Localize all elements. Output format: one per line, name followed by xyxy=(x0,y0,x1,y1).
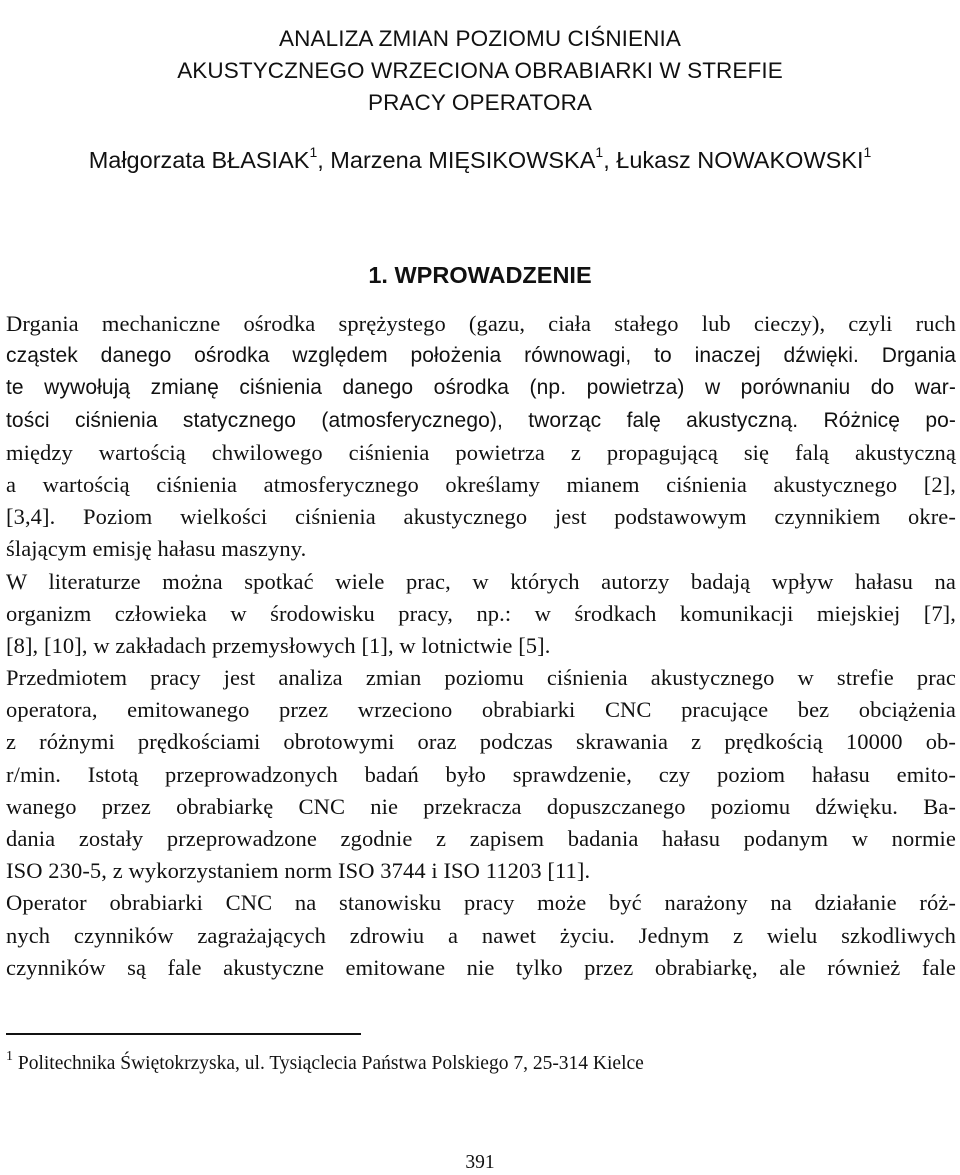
title-line: ANALIZA ZMIAN POZIOMU CIŚNIENIA xyxy=(279,26,681,52)
text-line: ślającym emisję hałasu maszyny. xyxy=(6,536,307,562)
text-line: organizm człowieka w środowisku pracy, np.: w środkach komunikacji miejskiej [7], xyxy=(6,600,956,626)
affiliation-marker: 1 xyxy=(863,144,872,161)
footnote-marker: 1 xyxy=(6,1048,13,1064)
author-name: Marzena MIĘSIKOWSKA xyxy=(330,147,596,173)
text-line: cząstek danego ośrodka względem położenia równowagi, to inaczej dźwięki. Drgania xyxy=(6,344,956,368)
text-line: dania zostały przeprowadzone zgodnie z zapisem badania hałasu podanym w normie xyxy=(6,826,956,851)
paragraph-introduction xyxy=(6,308,956,566)
title-line: PRACY OPERATORA xyxy=(367,90,593,116)
section-heading: 1. WPROWADZENIE xyxy=(368,261,592,288)
paragraph-objective xyxy=(6,662,956,887)
text-line: Operator obrabiarki CNC na stanowisku pracy może być narażony na działanie róż- xyxy=(6,890,956,916)
author-name: Łukasz NOWAKOWSKI xyxy=(616,147,864,173)
text-line: W literaturze można spotkać wiele prac, w których autorzy badają wpływ hałasu na xyxy=(6,568,956,594)
author-separator: , xyxy=(603,147,617,173)
text-line: tości ciśnienia statycznego (atmosferycznego), tworząc falę akustyczną. Różnicę po- xyxy=(6,408,956,432)
text-line: [3,4]. Poziom wielkości ciśnienia akustycznego jest podstawowym czynnikiem okre- xyxy=(6,504,956,530)
page-number: 391 xyxy=(465,1152,495,1173)
author-list xyxy=(0,145,960,175)
text-line: operatora, emitowanego przez wrzeciono obrabiarki CNC pracujące bez obciążenia xyxy=(6,697,956,723)
text-line: wanego przez obrabiarkę CNC nie przekracza dopuszczanego poziomu dźwięku. Ba- xyxy=(6,793,956,819)
text-line: te wywołują zmianę ciśnienia danego ośrodka (np. powietrza) w porównaniu do war- xyxy=(6,376,956,400)
footnote-text: Politechnika Świętokrzyska, ul. Tysiąclecia Państwa Polskiego 7, 25-314 Kielce xyxy=(13,1053,644,1074)
paragraph-operator xyxy=(6,887,956,984)
footnote-divider xyxy=(6,1033,361,1035)
text-line: czynników są fale akustyczne emitowane nie tylko przez obrabiarkę, ale również fale xyxy=(6,954,956,980)
affiliation-marker: 1 xyxy=(595,144,604,161)
footnote xyxy=(6,1050,644,1078)
text-line: Drgania mechaniczne ośrodka sprężystego (gazu, ciała stałego lub cieczy), czyli ruch xyxy=(6,311,956,336)
author-name: Małgorzata BŁASIAK xyxy=(88,147,310,173)
body-text xyxy=(6,308,956,984)
text-line: między wartością chwilowego ciśnienia powietrza z propagującą się falą akustyczną xyxy=(6,439,956,465)
paper-title xyxy=(70,23,890,120)
text-line: Przedmiotem pracy jest analiza zmian poziomu ciśnienia akustycznego w strefie prac xyxy=(6,665,956,691)
text-line: r/min. Istotą przeprowadzonych badań było sprawdzenie, czy poziom hałasu emito- xyxy=(6,761,956,787)
paragraph-literature xyxy=(6,566,956,663)
text-line: z różnymi prędkościami obrotowymi oraz podczas skrawania z prędkością 10000 ob- xyxy=(6,729,956,755)
text-line: ISO 230-5, z wykorzystaniem norm ISO 3744 i ISO 11203 [11]. xyxy=(6,858,591,884)
title-line: AKUSTYCZNEGO WRZECIONA OBRABIARKI W STREFIE xyxy=(177,58,783,84)
text-line: nych czynników zagrażających zdrowiu a nawet życiu. Jednym z wielu szkodliwych xyxy=(6,922,956,948)
author-separator: , xyxy=(317,147,331,173)
text-line: a wartością ciśnienia atmosferycznego określamy mianem ciśnienia akustycznego [2], xyxy=(6,471,956,497)
text-line: [8], [10], w zakładach przemysłowych [1], w lotnictwie [5]. xyxy=(6,632,551,658)
affiliation-marker: 1 xyxy=(309,144,318,161)
